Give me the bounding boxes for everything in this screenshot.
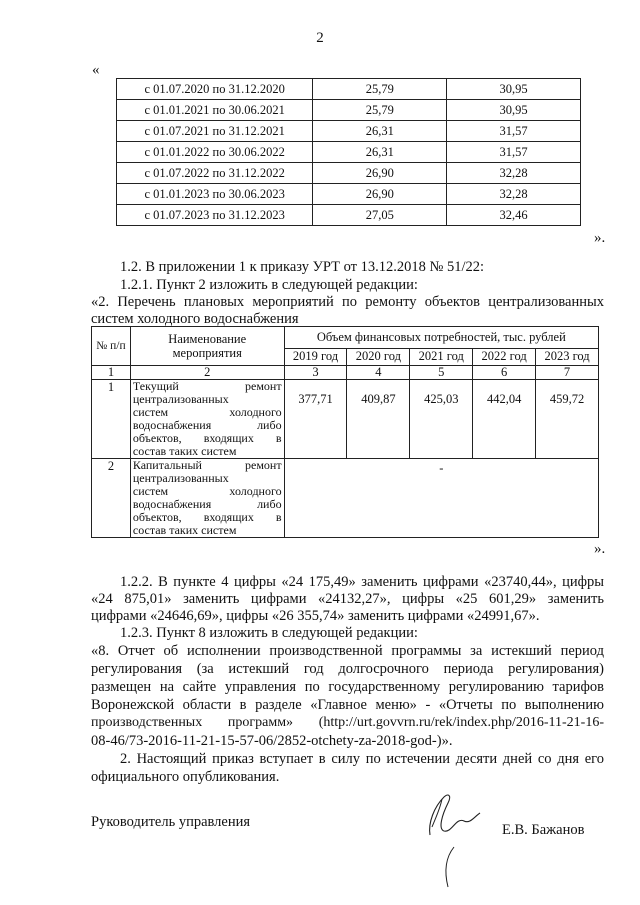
desc-line: водоснабжения либо [132, 497, 282, 511]
year-header: 2023 год [536, 349, 599, 366]
rate-value-2: 32,28 [447, 163, 581, 184]
p-1-2-2-line: цифрами «24646,69», цифры «26 355,74» заменить цифрами «24991,67». [91, 608, 540, 624]
desc-line: объектов, входящих в [132, 510, 282, 524]
desc-line: водоснабжения либо [132, 418, 282, 432]
rate-period: с 01.07.2022 по 31.12.2022 [117, 163, 313, 184]
row-number: 1 [92, 380, 131, 459]
quote-close-2: ». [594, 541, 606, 557]
desc-line: состав таких систем [132, 523, 237, 537]
value-cell: 409,87 [347, 380, 410, 459]
value-cell: 459,72 [536, 380, 599, 459]
rate-value-2: 31,57 [447, 121, 581, 142]
rate-row [117, 121, 581, 142]
col-number: 4 [347, 366, 410, 380]
rate-period: с 01.01.2022 по 30.06.2022 [117, 142, 313, 163]
rate-period: с 01.01.2023 по 30.06.2023 [117, 184, 313, 205]
rate-row [117, 184, 581, 205]
quote-open: « [92, 62, 100, 78]
rate-value-2: 32,28 [447, 184, 581, 205]
signer-name: Е.В. Бажанов [502, 822, 585, 838]
section-1-2-1: 1.2.1. Пункт 2 изложить в следующей редакции: [120, 277, 418, 293]
rate-row [117, 100, 581, 121]
col-number: 7 [536, 366, 599, 380]
year-header: 2022 год [473, 349, 536, 366]
desc-line: Капитальный ремонт [132, 458, 282, 472]
rate-value-2: 32,46 [447, 205, 581, 226]
signer-title: Руководитель управления [91, 814, 251, 830]
value-cell: 377,71 [284, 380, 347, 459]
rate-period: с 01.01.2021 по 30.06.2021 [117, 100, 313, 121]
desc-line: объектов, входящих в [132, 431, 282, 445]
value-cell: 442,04 [473, 380, 536, 459]
rate-value-1: 25,79 [313, 100, 447, 121]
p-8-line: Воронежской области в разделе «Главное меню» - «Отчеты по выполнению [91, 697, 604, 713]
rate-value-2: 31,57 [447, 142, 581, 163]
rates-table [116, 78, 581, 226]
rate-row [117, 142, 581, 163]
plan-table [91, 326, 599, 538]
header-name: Наименование мероприятия [130, 327, 284, 366]
header-num: № п/п [92, 327, 131, 366]
rate-value-1: 27,05 [313, 205, 447, 226]
plan-title-line-1: «2. Перечень плановых мероприятий по ремонту объектов централизованных [91, 294, 604, 310]
desc-line: Текущий ремонт [132, 379, 282, 393]
year-header: 2021 год [410, 349, 473, 366]
row-description [130, 459, 284, 538]
rate-value-1: 25,79 [313, 79, 447, 100]
rate-row [117, 205, 581, 226]
quote-close: ». [594, 230, 606, 246]
rate-value-2: 30,95 [447, 79, 581, 100]
desc-line: систем холодного [132, 405, 282, 419]
p-8-line: 08-46/73-2016-11-21-15-57-06/2852-otchety-za-2018-god-)». [91, 733, 453, 749]
page-number: 2 [316, 30, 324, 46]
p-1-2-2-line: «24 875,01» заменить цифрами «24132,27», цифры «25 601,29» заменить [91, 591, 604, 607]
col-number: 1 [92, 366, 131, 380]
table-row [92, 380, 599, 459]
row-description [130, 380, 284, 459]
p-8-line: регулирования (за истекший год долгосрочного периода регулирования) [91, 661, 604, 677]
desc-line: состав таких систем [132, 444, 237, 458]
desc-line: систем холодного [132, 484, 282, 498]
rate-value-2: 30,95 [447, 100, 581, 121]
rate-period: с 01.07.2023 по 31.12.2023 [117, 205, 313, 226]
desc-line: централизованных [132, 392, 229, 406]
p-1-2-3: 1.2.3. Пункт 8 изложить в следующей редакции: [120, 625, 418, 641]
plan-title-line-2: систем холодного водоснабжения [91, 311, 299, 327]
section-1-2: 1.2. В приложении 1 к приказу УРТ от 13.12.2018 № 51/22: [120, 259, 485, 275]
rate-value-1: 26,90 [313, 163, 447, 184]
p-8-line: производственных программ» (http://urt.govvrn.ru/rek/index.php/2016-11-21-16- [91, 715, 604, 730]
col-number: 5 [410, 366, 473, 380]
col-number: 3 [284, 366, 347, 380]
col-number: 2 [130, 366, 284, 380]
p-2-line: 2. Настоящий приказ вступает в силу по истечении десяти дней со дня его [120, 751, 604, 767]
rate-row [117, 79, 581, 100]
desc-line: централизованных [132, 471, 229, 485]
rate-period: с 01.07.2020 по 31.12.2020 [117, 79, 313, 100]
rate-value-1: 26,31 [313, 121, 447, 142]
year-header: 2020 год [347, 349, 410, 366]
col-number: 6 [473, 366, 536, 380]
empty-values-dash: - [284, 459, 598, 538]
rate-value-1: 26,90 [313, 184, 447, 205]
p-8-line: размещен на сайте управления по государственному регулированию тарифов [91, 679, 604, 695]
signature-drawing [418, 787, 498, 897]
header-volume: Объем финансовых потребностей, тыс. рублей [284, 327, 598, 349]
p-1-2-2-line: 1.2.2. В пункте 4 цифры «24 175,49» заменить цифрами «23740,44», цифры [120, 574, 604, 590]
value-cell: 425,03 [410, 380, 473, 459]
table-row [92, 459, 599, 538]
p-8-line: «8. Отчет об исполнении производственной программы за истекший период [91, 643, 604, 659]
p-2-line: официального опубликования. [91, 769, 280, 785]
year-header: 2019 год [284, 349, 347, 366]
rate-period: с 01.07.2021 по 31.12.2021 [117, 121, 313, 142]
rate-row [117, 163, 581, 184]
row-number: 2 [92, 459, 131, 538]
rate-value-1: 26,31 [313, 142, 447, 163]
